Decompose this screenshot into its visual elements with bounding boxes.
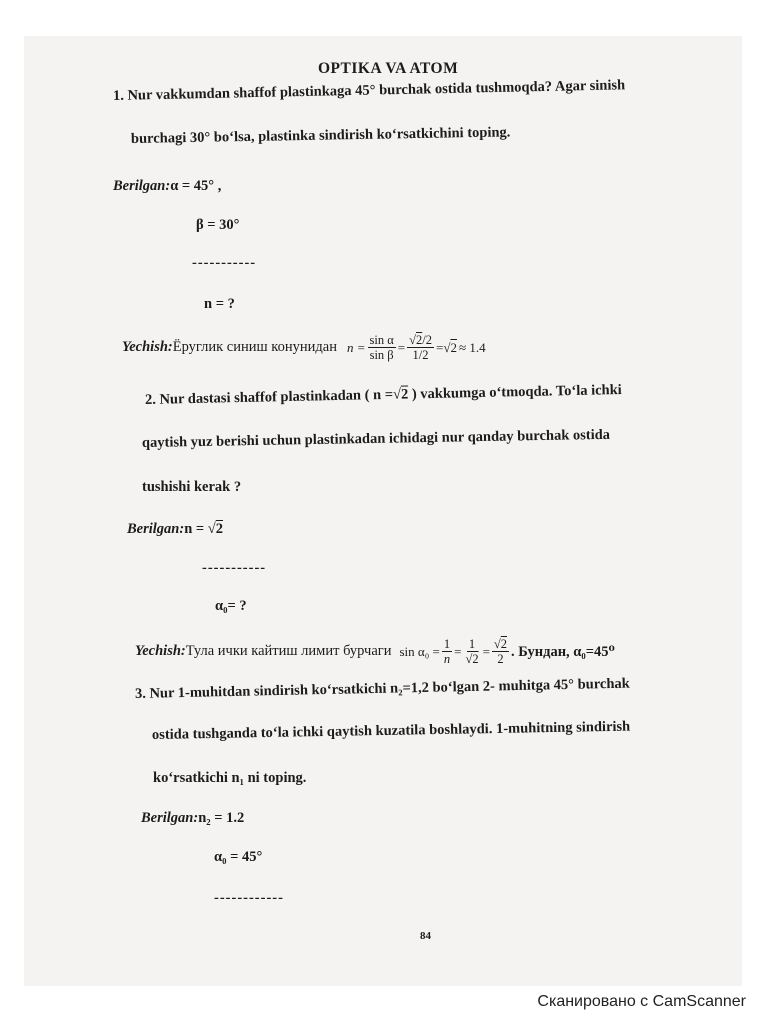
problem-3-text-line-3: ko‘rsatkichi n₁ ni toping. <box>153 770 307 786</box>
equals-sign: = <box>397 339 406 355</box>
fraction-denominator: 1/2 <box>412 348 429 362</box>
formula-lhs: n = <box>346 339 366 355</box>
fraction-denominator: sin β <box>369 348 394 362</box>
fraction-numerator: √2/2 <box>409 333 432 347</box>
problem-2-text-line-1: 2. Nur dastasi shaffof plastinkadan ( n =√2 ) vakkumga o‘tmoqda. To‘la ichki <box>144 382 622 408</box>
formula-lhs: sin α₀ = <box>399 643 440 659</box>
given-label: Berilgan: <box>141 810 199 826</box>
problem-2-text-line-2: qaytish yuz berishi uchun plastinkadan ichidagi nur qanday burchak ostida <box>141 426 611 451</box>
problem-1-given <box>113 178 221 195</box>
sqrt-radicand: 2 <box>415 333 423 347</box>
problem-3-text-line-1: 3. Nur 1-muhitdan sindirish ko‘rsatkichi n₂=1,2 bo‘lgan 2- muhitga 45° burchak <box>134 675 630 702</box>
formula-fraction-one-over-sqrt2: $\frac{1}{√2}$ <box>465 637 479 666</box>
solution-text: Ёруглик синиш конунидан <box>172 339 337 355</box>
equals-sign: = <box>435 339 444 355</box>
solution-text: Тула ички кайтиш лимит бурчаги <box>185 643 392 659</box>
problem-1-solution <box>122 333 486 362</box>
given-alpha: α = 45° , <box>170 178 222 194</box>
find-value: n = ? <box>204 296 235 312</box>
given-separator: ------------ <box>214 890 284 906</box>
equals-sign: = <box>454 643 462 659</box>
problem-2-solution <box>135 637 615 666</box>
approx-result: ≈ 1.4 <box>458 339 486 355</box>
given-separator: ----------- <box>202 560 267 576</box>
problem-2-text-line-3: tushishi kerak ? <box>142 479 242 495</box>
problem-2-given: Berilgan:n = √2 <box>127 521 223 537</box>
given-separator: ----------- <box>192 255 257 271</box>
formula-fraction-sines <box>368 333 396 362</box>
given-label: Berilgan: <box>113 178 171 194</box>
numerator-rest: /2 <box>422 333 432 347</box>
fraction-numerator: sin α <box>369 333 394 347</box>
sqrt-radicand: 2 <box>215 521 223 537</box>
sqrt-result: √2 <box>443 339 457 355</box>
given-n: n = <box>184 521 208 537</box>
equals-sign: = <box>482 643 490 659</box>
problem-1-text-line-2: burchagi 30° bo‘lsa, plastinka sindirish ko‘rsatkichini toping. <box>130 124 511 147</box>
solution-label: Yechish: <box>135 643 186 659</box>
given-n2: n₂ = 1.2 <box>198 810 245 826</box>
solution-label: Yechish: <box>122 339 173 355</box>
formula-fraction-one-over-n: $\frac{1}{n}$ <box>443 637 451 666</box>
find-value: α₀= ? <box>215 598 247 614</box>
formula-fraction-values <box>407 333 434 362</box>
problem-1-text-line-1: 1. Nur vakkumdan shaffof plastinkaga 45° burchak ostida tushmoqda? Agar sinish <box>112 77 626 104</box>
scanner-watermark: Сканировано с CamScanner <box>537 993 746 1010</box>
given-alpha: α₀ = 45° <box>214 849 263 865</box>
formula-tail: . Бундан, α₀=45⁰ <box>511 643 615 660</box>
sqrt-radicand: 2 <box>400 386 409 403</box>
problem-3-given <box>141 810 244 827</box>
given-label: Berilgan: <box>127 521 185 537</box>
formula-fraction-sqrt2-over-2: $\frac{√2}{2}$ <box>493 637 508 666</box>
problem-3-text-line-2: ostida tushganda to‘la ichki qaytish kuzatila boshlaydi. 1-muhitning sindirish <box>151 718 631 743</box>
given-beta: β = 30° <box>196 217 240 233</box>
page-number: 84 <box>420 930 431 942</box>
page-title: OPTIKA VA ATOM <box>318 60 459 77</box>
